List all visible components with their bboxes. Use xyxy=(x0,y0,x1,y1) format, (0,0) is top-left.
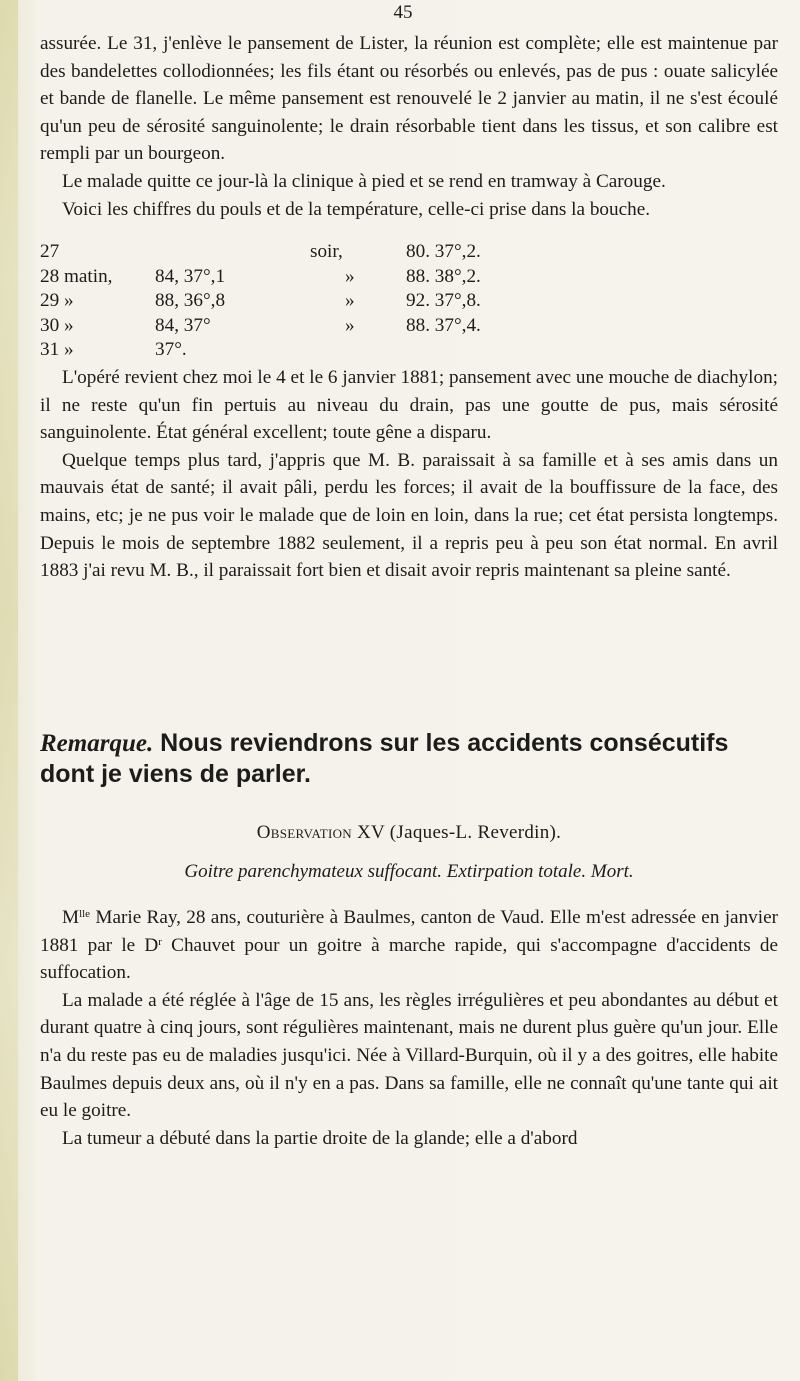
mlle-abbrev: M xyxy=(62,907,80,928)
paragraph: Voici les chiffres du pouls et de la température, celle-ci prise dans la bouche. xyxy=(62,198,651,220)
table-cell: 80. 37°,2. xyxy=(406,241,481,262)
table-row xyxy=(40,314,560,339)
table-row xyxy=(40,338,560,363)
table-cell: 29 » xyxy=(40,290,74,311)
case-text-end: Chauvet pour un goitre à marche rapide, qui s'accompagne d'accidents de suffocation. xyxy=(40,934,778,984)
remark-heading xyxy=(40,728,778,789)
page-edge-shadow xyxy=(0,0,18,1381)
page-number: 45 xyxy=(393,2,413,23)
table-cell: » xyxy=(345,265,355,287)
vitals-table xyxy=(40,240,560,363)
table-cell: » xyxy=(345,290,355,311)
paragraph: La tumeur a débuté dans la partie droite de la glande; elle a d'abord xyxy=(62,1127,578,1149)
table-cell: 88. 38°,2. xyxy=(406,265,481,287)
paragraph: Le malade quitte ce jour-là la clinique à pied et se rend en tramway à Carouge. xyxy=(62,170,666,192)
table-row xyxy=(40,289,560,314)
table-cell: 37°. xyxy=(155,339,187,360)
table-cell: 28 matin, xyxy=(40,265,113,287)
dr-superscript: r xyxy=(158,935,162,948)
table-cell: 30 » xyxy=(40,314,74,336)
table-cell: 31 » xyxy=(40,339,74,360)
table-cell: » xyxy=(345,314,355,336)
table-cell: 92. 37°,8. xyxy=(406,290,481,311)
table-cell: 27 xyxy=(40,241,60,262)
intro-section xyxy=(40,30,778,223)
observation-label: Observation xyxy=(256,822,352,843)
paragraph: L'opéré revient chez moi le 4 et le 6 janvier 1881; pansement avec une mouche de diachylon; il ne reste qu'un fin pertuis au niveau du drain, pas une goutte de pus, mais sérosité sanguinolente. État général excellent; toute gêne a disparu. xyxy=(40,367,778,444)
case-section xyxy=(40,904,778,1152)
table-row xyxy=(40,240,560,265)
observation-subtitle: Goitre parenchymateux suffocant. Extirpation totale. Mort. xyxy=(184,861,634,882)
table-cell: 88. 37°,4. xyxy=(406,314,481,336)
observation-number: XV xyxy=(357,822,385,843)
table-cell: soir, xyxy=(310,241,343,262)
paragraph: La malade a été réglée à l'âge de 15 ans, les règles irrégulières et peu abondantes au début et durant quatre à cinq jours, sont régulières maintenant, mais ne durent plus guère qu'un jour. Elle n'a du reste pas eu de maladies jusqu'ici. Née à Villard-Burquin, où il y a des goitres, elle habite Baulmes depuis deux ans, où il n'y en a pas. Dans sa famille, elle ne connaît qu'une tante qui ait eu le goitre. xyxy=(40,989,778,1122)
table-cell: 84, 37°,1 xyxy=(155,265,226,287)
paragraph: Quelque temps plus tard, j'appris que M. B. paraissait à sa famille et à ses amis dans un mauvais état de santé; il avait pâli, perdu les forces; il avait de la bouffissure de la face, des mains, etc; je ne pus voir le malade que de loin en loin, dans la rue; cet état persista longtemps. Depuis le mois de septembre 1882 seulement, il a repris peu à peu son état normal. En avril 1883 j'ai revu M. B., il paraissait fort bien et disait avoir repris maintenant sa pleine santé. xyxy=(40,449,778,582)
after-section xyxy=(40,364,778,585)
mlle-superscript: lle xyxy=(79,908,91,920)
paragraph xyxy=(40,904,778,987)
observation-author: (Jaques-L. Reverdin). xyxy=(389,822,562,843)
observation-title xyxy=(40,822,778,844)
table-cell: 88, 36°,8 xyxy=(155,290,226,311)
remark-label: Remarque. xyxy=(40,730,154,757)
table-cell: 84, 37° xyxy=(155,314,211,336)
remark-text: Nous reviendrons sur les accidents consécutifs dont je viens de parler. xyxy=(40,729,729,788)
case-text: Marie Ray, 28 ans, couturière à Baulmes, canton de Vaud. Elle m'est adressée en janvier 1881 par le D xyxy=(40,907,778,956)
paragraph: assurée. Le 31, j'enlève le pansement de Lister, la réunion est complète; elle est maintenue par des bandelettes collodionnées; les fils étant ou résorbés ou enlevés, pas de pus : ouate salicylée et bande de flanelle. Le même pansement est renouvelé le 2 janvier au matin, il ne s'est écoulé qu'un peu de sérosité sanguinolente; le drain résorbable tient dans les tissus, et son calibre est rempli par un bourgeon. xyxy=(40,33,778,165)
table-row xyxy=(40,265,560,290)
